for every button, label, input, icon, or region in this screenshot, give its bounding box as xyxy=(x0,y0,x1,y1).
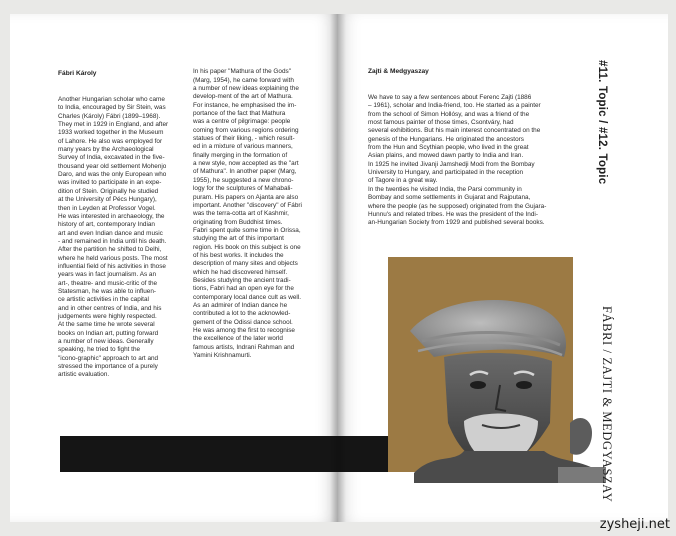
article-column-fabri xyxy=(58,62,184,388)
right-page xyxy=(338,14,668,522)
left-page xyxy=(10,14,338,522)
column-text: Another Hungarian scholar who came to India, encouraged by Sir Stein, was Charles (Károly) Fábri (1899–1968). They met in 1929 in England, and after 1933 worked together in the Museum of Lahore. He also was employed for many years by the Archaeological Survey of India, excavated in the five- thousand year old settlement Mohenjo Daro, and was the only European who was invited to participate in an expe- dition of Stein. Originally he studied at the University of Pécs Hungary), then in Leyden at Professor Vogel. He was interested in archaeology, the history of art, contemporary Indian art and even Indian dance and music - and remained in India until his death. After the partition he shifted to Delhi, where he held various posts. The most influential field of his activities in those years was in fact journalism. As an art-, theatre- and music-critic of the Statesman, he was able to influen- ce artistic activities in the capital and in other centres of India, and his judgements were highly respected. At the same time he wrote several books on Indian art, putting forward a number of new ideas. Generally speaking, he tried to fight the "icono-graphic" approach to art and stressed the importance of a purely artistic evaluation. xyxy=(58,96,169,379)
watermark: zysheji.net xyxy=(599,517,670,532)
column-text: In his paper "Mathura of the Gods" (Marg, 1954), he came forward with a number of new ideas explaining the develop-ment of the art of Mathura. For instance, he emphasised the im- portance of the fact that Mathura was a centre of pilgrimage: people coming from various regions ordering statues of their liking, - which result- ed in a mixture of various manners, finally merging in the formation of a new style, now accepted as the "art of Mathura". In another paper (Marg, 1955), he suggested a new chrono- logy for the sculptures of Mahabali- puram. His papers on Ajanta are also important. Another "discovery" of Fábri was the terra-cotta art of Kashmir, originating from Buddhist times. Fabri spent quite some time in Orissa, studying the art of this important region. His book on this subject is one of his best works. It includes the description of many sites and objects which he had discovered himself. Besides studying the ancient tradi- tions, Fabri had an open eye for the contemporary local dance cult as well. As an admirer of Indian dance he contributed a lot to the acknowled- gement of the Odissi dance school. He was among the first to recognise the excellence of the later world famous artists, Indrani Rahman and Yamini Krishnamurti. xyxy=(193,68,302,360)
authors-label: FÁBRI / ZAJTI & MEDGYASZAY xyxy=(600,306,614,503)
article-column-fabri-continued xyxy=(193,60,319,369)
black-decorative-bar xyxy=(60,436,338,472)
section-heading-fabri: Fábri Károly xyxy=(58,70,97,78)
book-gutter-shadow xyxy=(330,14,346,522)
topic-label: #11. Topic / #12. Topic xyxy=(596,60,608,185)
portrait-photo xyxy=(374,273,608,483)
column-text: We have to say a few sentences about Ferenc Zajti (1886 – 1961), scholar and India-friend, too. He started as a painter from the school of Simon Hollósy, and was a friend of the most famous painter of those times, Csontváry, had several exhibitions. But his main interest concentrated on the genesis of the Hungarians. He originated the ancestors from the Hun and Scythian people, who lived in the great Asian plains, and mowed dawn partly to India and Iran. In 1925 he invited Jivanji Jamshedji Modi from the Bombay University to Hungary, and participated in the reception of Tagore in a great way. In the twenties he visited India, the Parsi community in Bombay and some settlements in Gujarat and Rajputana, where the people (as he supposed) originated from the Gujara- Hunnu's and related tribes. He was the president of the Indi- an-Hungarian Society from 1929 and published several books. xyxy=(368,94,547,227)
article-column-zajti xyxy=(368,60,574,236)
section-heading-zajti: Zajti & Medgyaszay xyxy=(368,68,429,76)
magazine-spread xyxy=(10,14,668,522)
